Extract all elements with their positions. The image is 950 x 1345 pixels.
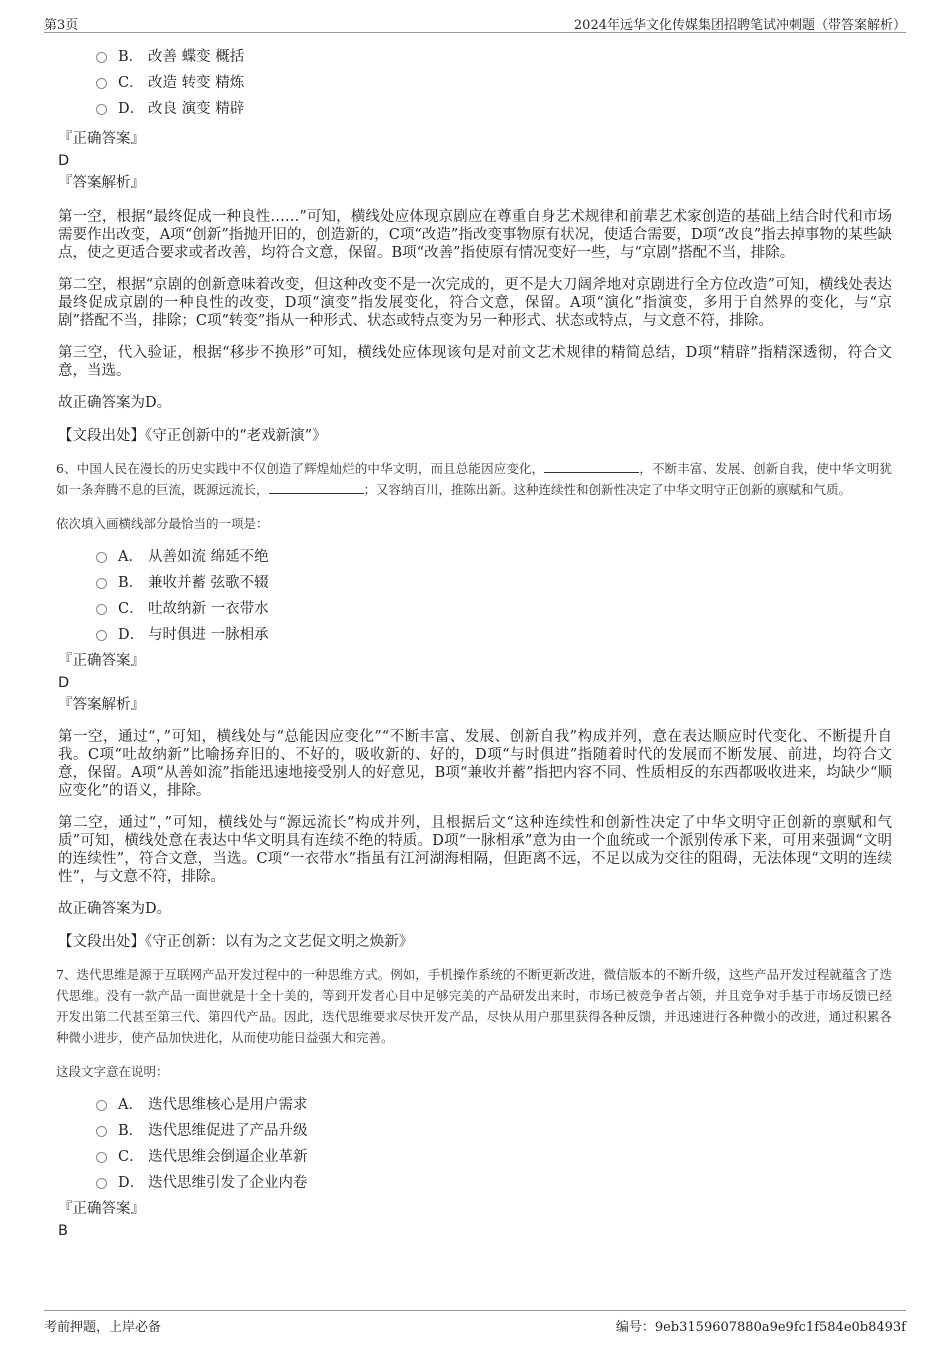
page-content [56, 44, 892, 1242]
q6-options [96, 544, 892, 648]
q6-answer: D [58, 675, 70, 691]
radio-icon[interactable] [96, 552, 107, 563]
q7-answer: B [58, 1223, 68, 1239]
q5-analysis-3: 第三空，代入验证，根据“移步不换形”可知，横线处应体现该句是对前文艺术规律的精简总结，D项“精辟”指精深透彻，符合文意，当选。 [58, 345, 892, 379]
footer-slogan: 考前押题，上岸必备 [44, 1320, 162, 1335]
fill-blank-1 [544, 460, 639, 473]
q5-source: 【文段出处】《守正创新中的“老戏新演”》 [58, 428, 327, 444]
radio-icon[interactable] [96, 1100, 107, 1111]
q5-analysis-2: 第二空，根据“京剧的创新意味着改变，但这种改变不是一次完成的，更不是大刀阔斧地对京剧进行全方位改造”可知，横线处表达最终促成京剧的一种良性的改变，D项“演变”指发展变化，符合文意，保留。A项“演化”指演变，多用于自然界的变化，与“京剧”搭配不当，排除；C项“转变”指从一种形式、状态或特点变为另一种形式、状态或特点，与文意不符，排除。 [58, 277, 892, 329]
page-footer [44, 1310, 906, 1335]
q6-analysis-1: 第一空，通过“，”可知，横线处与“总能因应变化”“不断丰富、发展、创新自我”构成并列，意在表达顺应时代变化、不断提升自我。C项“吐故纳新”比喻扬弃旧的、不好的，吸收新的、好的，D项“与时俱进”指随着时代的发展而不断发展、前进，均符合文意，保留。A项“从善如流”指能迅速地接受别人的好意见，B项“兼收并蓄”指把内容不同、性质相反的东西都吸收进来，均缺少“顺应变化”的语义，排除。 [58, 729, 892, 799]
q5-options [96, 44, 892, 122]
document-title: 2024年远华文化传媒集团招聘笔试冲刺题（带答案解析） [573, 18, 906, 33]
radio-icon[interactable] [96, 630, 107, 641]
q5-analysis-1: 第一空，根据“最终促成一种良性……”可知，横线处应体现京剧应在尊重自身艺术规律和前辈艺术家创造的基础上结合时代和市场需要作出改变，A项“创新”指抛开旧的，创造新的，C项“改造”指改变事物原有状况，使适合需要，D项“改良”指去掉事物的某些缺点，使之更适合要求或者改善，均符合文意，保留。B项“改善”指使原有情况变好一些，与“京剧”搭配不当，排除。 [58, 209, 892, 261]
q7-option-b[interactable]: B． 迭代思维促进了产品升级 [96, 1118, 892, 1144]
analysis-label: 『答案解析』 [58, 175, 145, 191]
q7-option-d[interactable]: D． 迭代思维引发了企业内卷 [96, 1170, 892, 1196]
q7-stem: 7、迭代思维是源于互联网产品开发过程中的一种思维方式。例如，手机操作系统的不断更新改进，微信版本的不断升级，这些产品开发过程就蕴含了迭代思维。没有一款产品一面世就是十全十美的，等到开发者心目中足够完美的产品研发出来时，市场已被竞争者占领，并且竞争对手基于市场反馈已经开发出第二代甚至第三代、第四代产品。因此，迭代思维要求尽快开发产品，尽快从用户那里获得各种反馈，并迅速进行各种微小的改进，通过积累各种微小进步，使产品加快进化，从而使功能日益强大和完善。 [56, 967, 892, 1045]
page-number: 第3页 [44, 18, 79, 33]
q6-option-a[interactable]: A． 从善如流 绵延不绝 [96, 544, 892, 570]
radio-icon[interactable] [96, 1178, 107, 1189]
radio-icon[interactable] [96, 78, 107, 89]
q7-prompt: 这段文字意在说明： [56, 1064, 169, 1079]
q5-option-b[interactable]: B． 改善 蝶变 概括 [96, 44, 892, 70]
q7-options [96, 1092, 892, 1196]
q6-option-c[interactable]: C． 吐故纳新 一衣带水 [96, 596, 892, 622]
q6-stem: 6、中国人民在漫长的历史实践中不仅创造了辉煌灿烂的中华文明，而且总能因应变化， ，不断丰富、发展、创新自我，使中华文明犹如一条奔腾不息的巨流，既源远流长， ；又容纳百川，推陈出新。这种连续性和创新性决定了中华文明守正创新的禀赋和气质。 [56, 461, 892, 497]
q6-source: 【文段出处】《守正创新：以有为之文艺促文明之焕新》 [58, 934, 414, 950]
document-id: 编号：9eb3159607880a9e9fc1f584e0b8493f [615, 1320, 906, 1335]
radio-icon[interactable] [96, 1152, 107, 1163]
radio-icon[interactable] [96, 1126, 107, 1137]
radio-icon[interactable] [96, 104, 107, 115]
radio-icon[interactable] [96, 604, 107, 615]
q7-option-c[interactable]: C． 迭代思维会倒逼企业革新 [96, 1144, 892, 1170]
correct-answer-label: 『正确答案』 [58, 653, 145, 669]
q6-option-b[interactable]: B． 兼收并蓄 弦歌不辍 [96, 570, 892, 596]
radio-icon[interactable] [96, 578, 107, 589]
fill-blank-2 [269, 481, 364, 494]
q7-option-a[interactable]: A． 迭代思维核心是用户需求 [96, 1092, 892, 1118]
radio-icon[interactable] [96, 52, 107, 63]
q6-prompt: 依次填入画横线部分最恰当的一项是： [56, 516, 269, 531]
q6-analysis-2: 第二空，通过“，”可知，横线处与“源远流长”构成并列，且根据后文“这种连续性和创新性决定了中华文明守正创新的禀赋和气质”可知，横线处意在表达中华文明具有连续不绝的特质。D项“一脉相承”意为由一个血统或一个派别传承下来，可用来强调“文明的连续性”，符合文意，当选。C项“一衣带水”指虽有江河湖海相隔，但距离不远，不足以成为交往的阻碍，无法体现“文明的连续性”，与文意不符，排除。 [58, 815, 892, 885]
q6-analysis-conclusion: 故正确答案为D。 [58, 901, 172, 917]
analysis-label: 『答案解析』 [58, 697, 145, 713]
page-header [44, 14, 906, 33]
q6-option-d[interactable]: D． 与时俱进 一脉相承 [96, 622, 892, 648]
q5-option-c[interactable]: C． 改造 转变 精炼 [96, 70, 892, 96]
correct-answer-label: 『正确答案』 [58, 1201, 145, 1217]
correct-answer-label: 『正确答案』 [58, 131, 145, 147]
q5-option-d[interactable]: D． 改良 演变 精辟 [96, 96, 892, 122]
q5-answer: D [58, 153, 70, 169]
q5-analysis-conclusion: 故正确答案为D。 [58, 395, 172, 411]
